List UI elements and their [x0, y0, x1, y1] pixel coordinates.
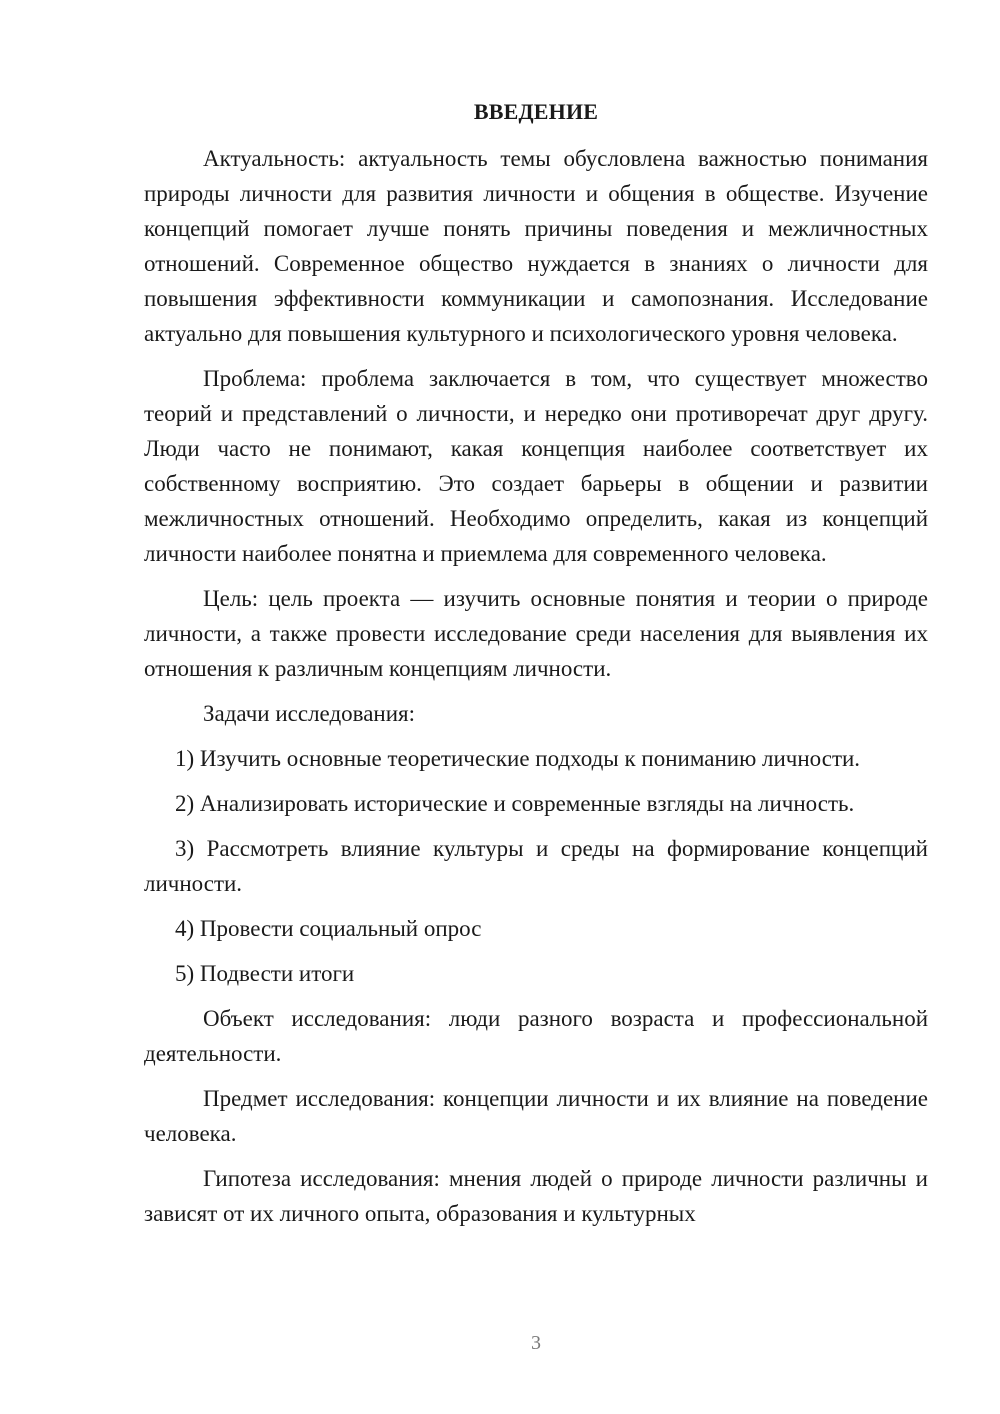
paragraph-hypothesis: Гипотеза исследования: мнения людей о природе личности различны и зависят от их личного опыта, образования и культурных	[144, 1166, 928, 1226]
section-title: ВВЕДЕНИЕ	[473, 99, 599, 124]
paragraph-problem: Проблема: проблема заключается в том, что существует множество теорий и представлений о личности, и нередко они противоречат друг другу. Люди часто не понимают, какая концепция наиболее соответствует их собственному восприятию. Это создает барьеры в общении и развитии межличностных отношений. Необходимо определить, какая из концепций личности наиболее понятна и приемлема для современного человека.	[144, 366, 928, 566]
paragraph-subject: Предмет исследования: концепции личности и их влияние на поведение человека.	[144, 1086, 928, 1146]
task-item-5: 5) Подвести итоги	[175, 961, 355, 986]
document-body	[144, 141, 928, 1241]
task-item-2: 2) Анализировать исторические и современные взгляды на личность.	[175, 791, 855, 816]
task-item-3: 3) Рассмотреть влияние культуры и среды на формирование концепций личности.	[144, 836, 928, 896]
paragraph-object: Объект исследования: люди разного возраста и профессиональной деятельности.	[144, 1006, 928, 1066]
task-item-4: 4) Провести социальный опрос	[175, 916, 482, 941]
paragraph-relevance: Актуальность: актуальность темы обусловлена важностью понимания природы личности для развития личности и общения в обществе. Изучение концепций помогает лучше понять причины поведения и межличностных отношений. Современное общество нуждается в знаниях о личности для повышения эффективности коммуникации и самопознания. Исследование актуально для повышения культурного и психологического уровня человека.	[144, 146, 928, 346]
paragraph-goal: Цель: цель проекта — изучить основные понятия и теории о природе личности, а также провести исследование среди населения для выявления их отношения к различным концепциям личности.	[144, 586, 928, 681]
page-number: 3	[531, 1332, 541, 1354]
task-item-1: 1) Изучить основные теоретические подходы к пониманию личности.	[175, 746, 861, 771]
paragraph-tasks-heading: Задачи исследования:	[203, 701, 416, 726]
